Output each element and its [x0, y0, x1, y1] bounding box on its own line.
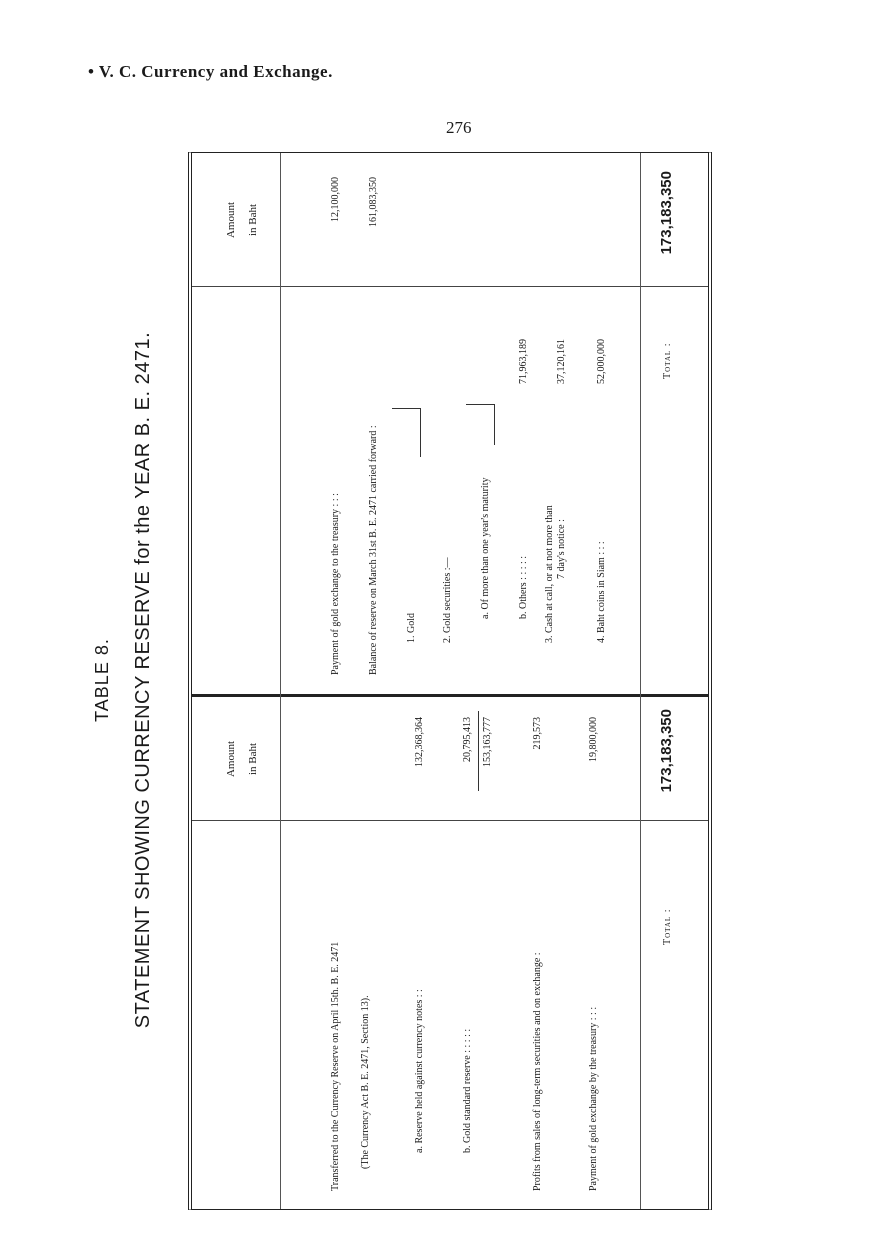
right-value-payment-to-treasury: 12,100,000	[330, 177, 341, 222]
right-row-balance: Balance of reserve on March 31st B. E. 2471 carried forward :	[368, 425, 379, 675]
left-amount-divider	[192, 820, 708, 821]
total-rule	[640, 153, 641, 1209]
left-row-profits: Profits from sales of long-term securities and on exchange :	[532, 952, 543, 1191]
right-row-payment-to-treasury: Payment of gold exchange to the treasury : : :	[330, 493, 341, 675]
right-value-balance: 161,083,350	[368, 177, 379, 227]
maturity-bracket	[466, 404, 495, 445]
right-value-cash-at-call: 37,120,161	[556, 339, 567, 384]
left-row-transferred-line1: Transferred to the Currency Reserve on April 15th. B. E. 2471	[330, 941, 341, 1191]
left-total-value: 173,183,350	[658, 709, 675, 793]
currency-reserve-table	[188, 152, 712, 1210]
right-amount-heading: Amount in Baht	[225, 201, 259, 239]
header-rule	[280, 153, 281, 1209]
right-item-baht-coins: 4. Baht coins in Siam : : :	[596, 541, 607, 643]
page-number: 276	[446, 118, 472, 137]
left-value-gold-standard: 20,795,413	[462, 717, 473, 762]
subtotal-rule	[478, 711, 479, 791]
right-value-others: 71,963,189	[518, 339, 529, 384]
table-label: TABLE 8.	[92, 638, 112, 722]
right-total-value: 173,183,350	[658, 171, 675, 255]
left-value-subtotal: 153,163,777	[482, 717, 493, 767]
left-value-payment-by-treasury: 19,800,000	[588, 717, 599, 762]
left-row-gold-standard: b. Gold standard reserve : : : : :	[462, 1028, 473, 1153]
right-amount-divider	[192, 286, 708, 287]
rotated-table-block	[92, 150, 732, 1210]
left-value-reserve-notes: 132,368,364	[414, 717, 425, 767]
section-header: • V. C. Currency and Exchange.	[88, 62, 333, 81]
gold-bracket	[392, 408, 421, 457]
left-row-transferred-line2: (The Currency Act B. E. 2471, Section 13).	[360, 995, 371, 1169]
right-item-gold-securities: 2. Gold securities :—	[442, 557, 453, 643]
right-total-label: Total :	[662, 342, 673, 379]
left-amount-heading: Amount in Baht	[225, 740, 259, 778]
right-item-cash-at-call-line1: 3. Cash at call, or at not more than	[544, 505, 555, 643]
left-value-profits: 219,573	[532, 717, 543, 750]
left-row-payment-by-treasury: Payment of gold exchange by the treasury : : :	[588, 1006, 599, 1191]
right-item-cash-at-call-line2: 7 day's notice :	[556, 519, 567, 579]
table-title: STATEMENT SHOWING CURRENCY RESERVE for the YEAR B. E. 2471.	[132, 331, 154, 1029]
right-value-baht-coins: 52,000,000	[596, 339, 607, 384]
left-total-label: Total :	[662, 908, 673, 945]
right-item-gold: 1. Gold	[406, 613, 417, 643]
center-divider	[192, 694, 708, 697]
right-item-more-than-year: a. Of more than one year's maturity	[480, 477, 491, 619]
right-item-others: b. Others : : : : :	[518, 555, 529, 619]
left-row-reserve-notes: a. Reserve held against currency notes : :	[414, 989, 425, 1153]
